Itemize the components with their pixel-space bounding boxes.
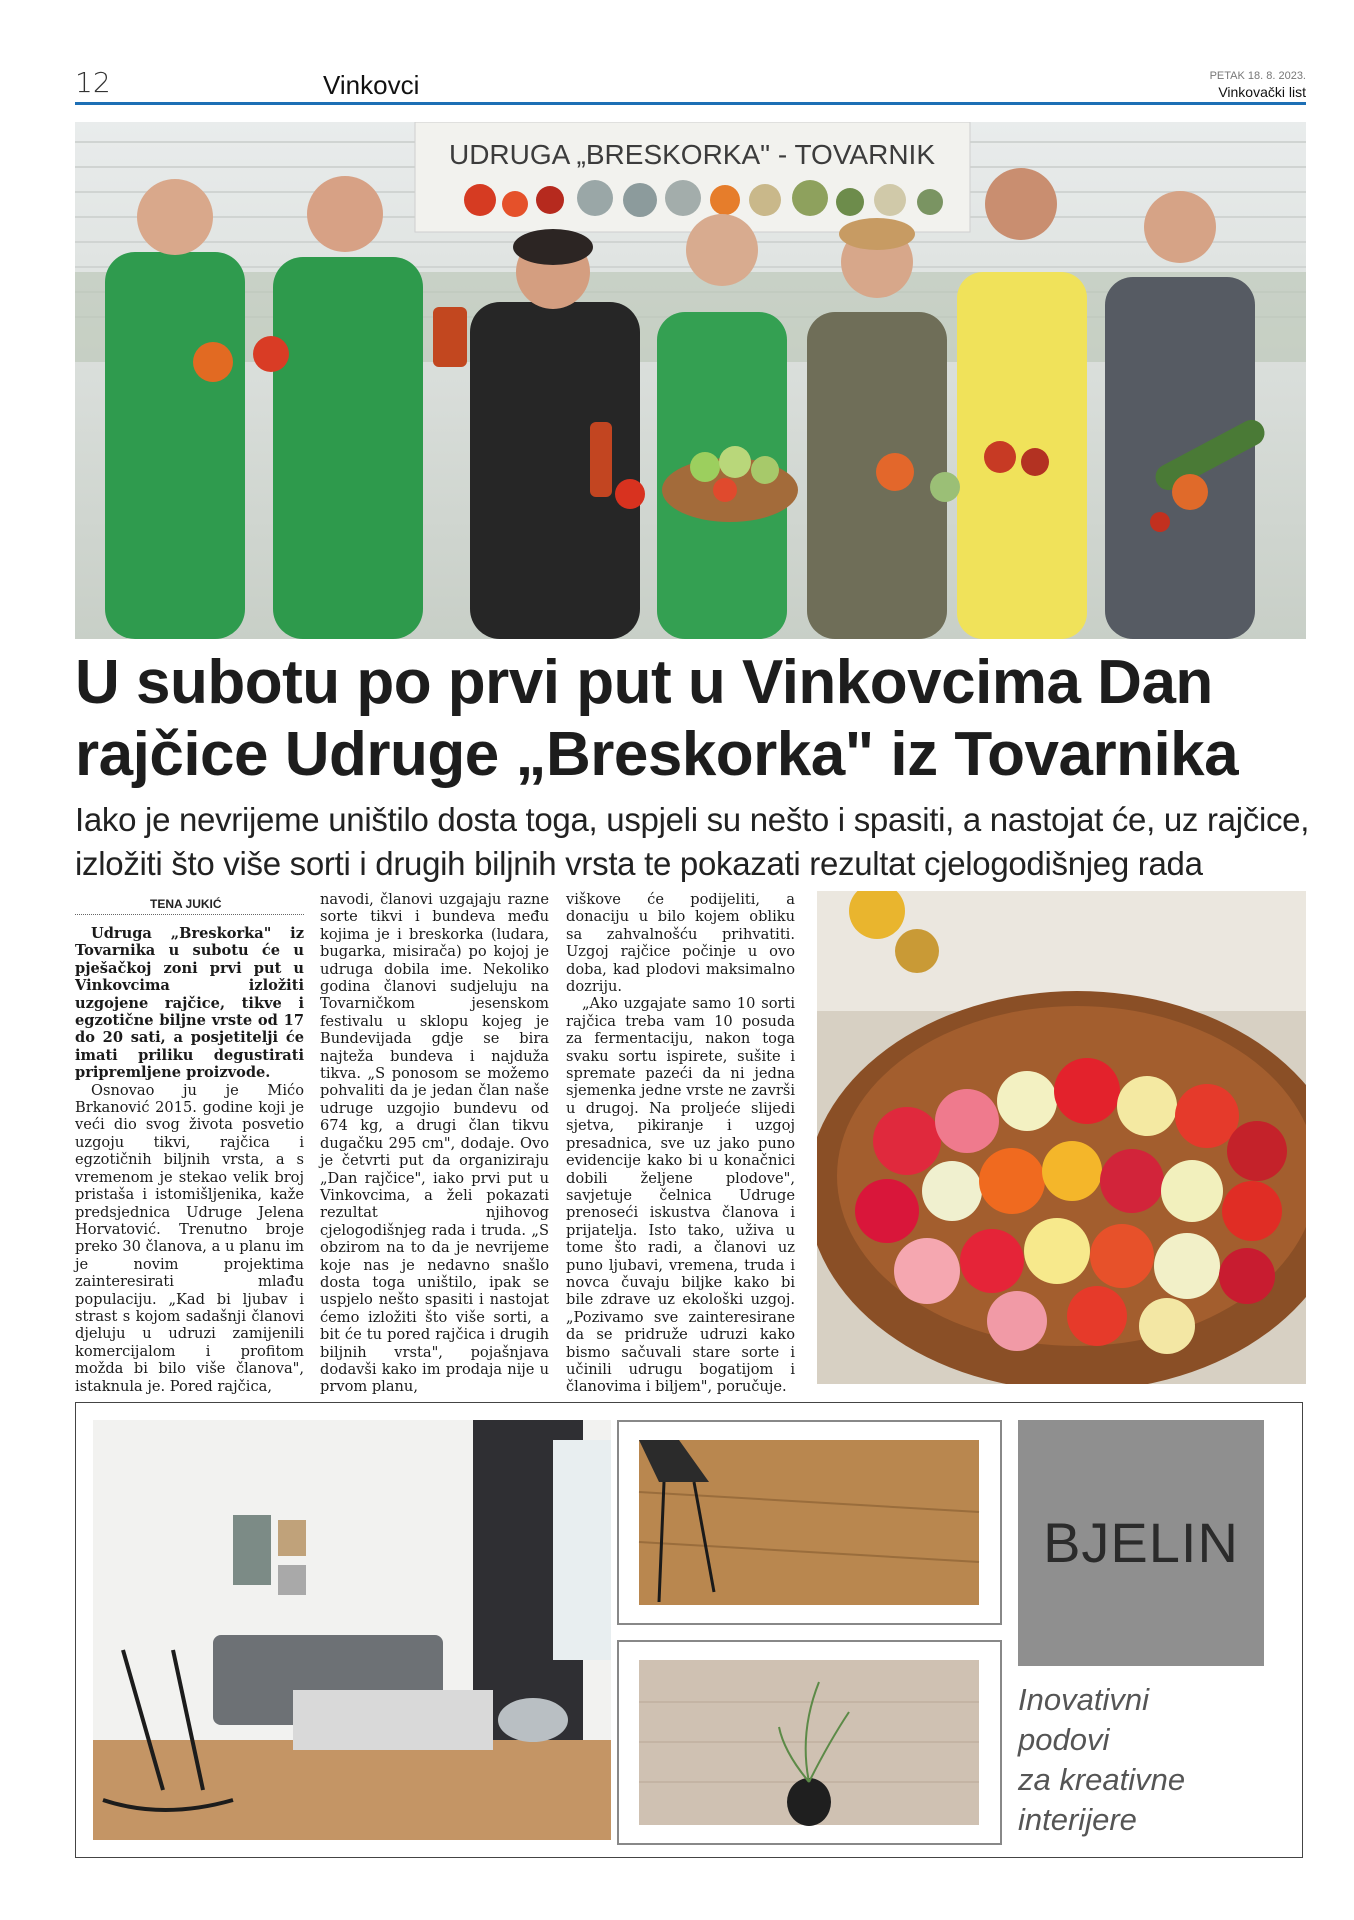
byline: TENA JUKIĆ bbox=[150, 897, 222, 911]
page-number: 12 bbox=[75, 66, 111, 99]
article-paragraph: viškove će podijeliti, a donaciju u bilo kojem obliku sa zahvalnošću prihvatiti. Uzgoj rajčice počinje u ovo doba, kad plodovi maksimalno dozriju. bbox=[566, 891, 795, 996]
article-paragraph: „Ako uzgajate samo 10 sorti rajčica treba vam 10 posuda za fermentaciju, nakon toga svaku sortu ispirete, sušite i spremate pazeći da ni jedna sjemenka jedne vrste ne završi u drugoj. Na proljeće slijedi sjetva, pikiranje i uzgoj presadnica, sve uz jako puno evidencije kako bi u konačnici dobili željene plodove", savjetuje čelnica Udruge prenoseći iskustva članova i prijatelja. Isto tako, uživa u tome što radi, a članovi uz puno ljubavi, vremena, truda i novca čuvaju biljke kako bi bile zdrave uz ekološki uzgoj. „Pozivamo sve zainteresirane da se pridruže udruzi kako bismo sačuvali stare sorte i učinili udrugu bogatijom i članovima i biljem", poručuje. bbox=[566, 995, 795, 1396]
ad-brand-logo[interactable]: BJELIN bbox=[1043, 1511, 1239, 1574]
ad-living-room-photo bbox=[93, 1420, 611, 1840]
headline-line-1: U subotu po prvi put u Vinkovcima Dan bbox=[75, 648, 1213, 717]
article-paragraph: Osnovao ju je Mićo Brkanović 2015. godine koji je veći dio svog života posvetio uzgoju tikvi, rajčica i egzotičnih biljnih vrsta, a s vremenom je stekao velik broj pristaša i istomišljenika, kaže predsjednica Udruge Jelena Horvatović. Trenutno broje preko 30 članova, a u planu im je novim projektima zainteresirati mlađu populaciju. „Kad bi ljubav i strast s kojom sadašnji članovi djeluju u udruzi zamijenili komercijalom i profitom možda bi bilo više članova", istaknula je. Pored rajčica, bbox=[75, 1081, 304, 1395]
subheadline: Iako je nevrijeme uništilo dosta toga, uspjeli su nešto i spasiti, a nastojat će, uz rajčice, izložiti što više sorti i drugih biljnih vrsta te pokazati rezultat cjelogodišnjeg rada bbox=[75, 801, 1310, 882]
ad-tagline-line: Inovativni bbox=[1018, 1682, 1149, 1717]
newspaper-name: Vinkovački list bbox=[1218, 84, 1306, 100]
section-title: Vinkovci bbox=[323, 70, 420, 100]
article-column-1 bbox=[75, 925, 304, 1395]
ad-tagline-line: podovi bbox=[1018, 1722, 1110, 1757]
tomato-basket-photo bbox=[817, 891, 1306, 1384]
article-paragraph: navodi, članovi uzgajaju razne sorte tikvi i bundeva među kojima je i breskorka (ludara, bugarka, misirača) po kojoj je udruga dobila ime. Nekoliko godina članovi sudjeluju na Tovarničkom jesenskom festivalu u sklopu kojeg je Bundevijada gdje se bira najteža bundeva i najduža tikva. „S ponosom se možemo pohvaliti da je jedan član naše udruge uzgojio bundevu od 674 kg, a drugi član tikvu dugačku 295 cm", dodaje. Ovo je četvrti put da organiziraju „Dan rajčice", iako prvi put u Vinkovcima, a želi pokazati rezultat njihovog cjelogodišnjeg rada i truda. „S obzirom na to da je nevrijeme koje nas je nedavno snašlo dosta toga uništilo, ipak se uspjelo nešto spasiti i nastojat ćemo izložiti što više sorti, a bit će tu pored rajčica i drugih biljnih vrsta", pojašnjava dodavši kako im prodaja nije u prvom planu, bbox=[320, 891, 549, 1396]
banner-text: UDRUGA „BRESKORKA" - TOVARNIK bbox=[448, 139, 936, 170]
issue-date: PETAK 18. 8. 2023. bbox=[1209, 70, 1306, 82]
ad-tagline-line: za kreativne bbox=[1018, 1762, 1186, 1797]
article-column-2 bbox=[320, 891, 549, 1396]
ad-tagline bbox=[1018, 1680, 1268, 1840]
headline-line-2: rajčice Udruge „Breskorka" iz Tovarnika bbox=[75, 720, 1239, 789]
ad-tagline-line: interijere bbox=[1018, 1802, 1137, 1837]
lead-paragraph: Udruga „Breskorka" iz Tovarnika u subotu će u pješačkoj zoni prvi put u Vinkovcima izložiti uzgojene rajčice, tikve i egzotične biljne vrste od 17 do 20 sati, a posjetitelji će imati priliku degustirati pripremljene proizvode. bbox=[75, 925, 304, 1082]
main-photo-group bbox=[75, 122, 1306, 639]
byline-rule bbox=[75, 914, 304, 915]
headline bbox=[75, 647, 1315, 791]
ad-floor-photo-2 bbox=[617, 1640, 1002, 1845]
ad-floor-photo-1 bbox=[617, 1420, 1002, 1625]
article-column-3 bbox=[566, 891, 795, 1396]
header-rule bbox=[75, 102, 1306, 105]
